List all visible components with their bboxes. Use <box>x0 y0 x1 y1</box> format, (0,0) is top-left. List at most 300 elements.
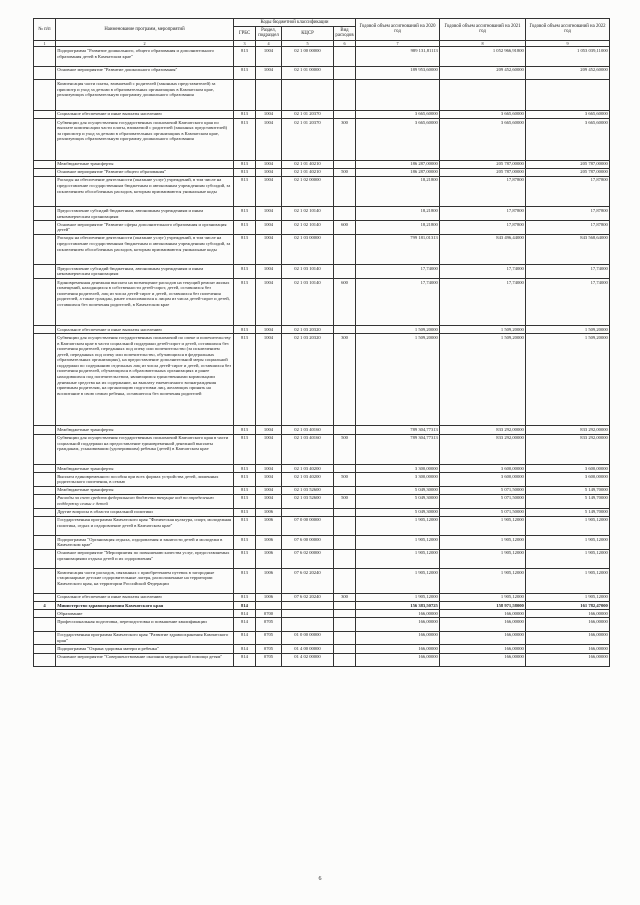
index-cell: 9 <box>526 40 610 47</box>
table-row <box>34 234 610 265</box>
row-number <box>34 80 56 111</box>
table-row <box>34 631 610 645</box>
row-amount-2020: 3 300,00000 <box>356 473 440 487</box>
table-row <box>34 473 610 487</box>
row-number <box>34 631 56 645</box>
row-csr: 02 1 03 52600 <box>282 494 334 508</box>
row-number <box>34 508 56 516</box>
row-csr: 02 1 03 40200 <box>282 473 334 487</box>
row-grbs <box>234 80 256 111</box>
row-rz: 1004 <box>256 426 282 434</box>
row-amount-2020: 989 131,81113 <box>356 47 440 66</box>
row-amount-2020: 1 905,12000 <box>356 568 440 593</box>
row-grbs: 813 <box>234 326 256 334</box>
table-row <box>34 221 610 235</box>
row-vr: 600 <box>334 278 356 325</box>
row-number <box>34 207 56 221</box>
row-csr <box>282 610 334 618</box>
row-vr <box>334 516 356 535</box>
row-grbs: 814 <box>234 631 256 645</box>
page-number: 6 <box>318 876 322 882</box>
row-grbs: 813 <box>234 494 256 508</box>
header-year-2021: Годовой объем ассигнований на 2021 год <box>440 19 526 41</box>
header-codes-group: Коды бюджетной классификации <box>234 19 356 27</box>
row-grbs: 813 <box>234 66 256 80</box>
table-row <box>34 653 610 667</box>
row-number <box>34 516 56 535</box>
row-amount-2021: 17,74000 <box>440 265 526 279</box>
row-vr <box>334 160 356 168</box>
row-amount-2020: 18,21800 <box>356 221 440 235</box>
row-amount-2020: 3 665,60000 <box>356 110 440 118</box>
row-number <box>34 653 56 667</box>
row-name: Компенсация части платы, взимаемой с родителей (законных представителей) за присмотр и уход за детьми в образовательных организациях в Камчатском крае, реализующих образовательную программу дошкольного образования <box>56 80 234 111</box>
row-amount-2020: 166,00000 <box>356 653 440 667</box>
row-amount-2021: 1 905,12000 <box>440 593 526 601</box>
row-grbs: 814 <box>234 601 256 609</box>
row-grbs: 814 <box>234 653 256 667</box>
table-row <box>34 508 610 516</box>
row-number <box>34 118 56 160</box>
row-name: Выплата единовременного пособия при всех формах устройства детей, лишенных родительского попечения, в семью <box>56 473 234 487</box>
row-vr <box>334 66 356 80</box>
row-csr: 02 1 00 00000 <box>282 47 334 66</box>
row-number <box>34 473 56 487</box>
row-grbs: 813 <box>234 516 256 535</box>
row-grbs: 813 <box>234 549 256 568</box>
row-name: Расходы за счет средств федерального бюджета текущие код по определению поддержку семьи с детей <box>56 494 234 508</box>
index-cell: 8 <box>440 40 526 47</box>
row-grbs: 813 <box>234 47 256 66</box>
row-amount-2022: 161 782,47000 <box>526 601 610 609</box>
row-name: Министерство здравоохранения Камчатского края <box>56 601 234 609</box>
row-amount-2021: 1 905,12000 <box>440 568 526 593</box>
row-amount-2020: 18,21800 <box>356 207 440 221</box>
row-vr: 500 <box>334 494 356 508</box>
row-amount-2021: 1 509,20000 <box>440 334 526 426</box>
row-vr <box>334 207 356 221</box>
index-cell: 2 <box>56 40 234 47</box>
row-csr: 02 1 03 20320 <box>282 326 334 334</box>
row-csr: 02 1 03 40160 <box>282 426 334 434</box>
row-amount-2020: 1 509,20000 <box>356 334 440 426</box>
row-csr: 02 1 01 00000 <box>282 66 334 80</box>
row-number: 4 <box>34 601 56 609</box>
row-csr: 02 1 01 20370 <box>282 110 334 118</box>
row-grbs: 813 <box>234 207 256 221</box>
row-amount-2021: 209 452,60000 <box>440 66 526 80</box>
row-amount-2022: 5 149,70000 <box>526 486 610 494</box>
row-amount-2021: 1 905,12000 <box>440 516 526 535</box>
row-csr: 01 4 02 00000 <box>282 653 334 667</box>
row-rz: 1004 <box>256 66 282 80</box>
row-name: Другие вопросы в области социальной политики <box>56 508 234 516</box>
row-vr <box>334 326 356 334</box>
table-row <box>34 326 610 334</box>
row-name: Образование <box>56 610 234 618</box>
row-amount-2021: 5 071,50000 <box>440 486 526 494</box>
row-amount-2020: 17,74000 <box>356 265 440 279</box>
row-number <box>34 160 56 168</box>
row-amount-2022: 17,74000 <box>526 265 610 279</box>
row-csr: 02 1 01 40210 <box>282 168 334 176</box>
table-row <box>34 110 610 118</box>
row-vr <box>334 80 356 111</box>
row-grbs: 813 <box>234 278 256 325</box>
row-amount-2021 <box>440 80 526 111</box>
row-amount-2021: 843 496,44000 <box>440 234 526 265</box>
row-name: Социальное обеспечение и иные выплаты населению <box>56 593 234 601</box>
row-name: Основное мероприятие "Совершенствование оказания медицинской помощи детям" <box>56 653 234 667</box>
row-grbs: 814 <box>234 610 256 618</box>
row-rz: 1004 <box>256 234 282 265</box>
row-csr: 02 1 03 52600 <box>282 486 334 494</box>
row-csr: 02 1 03 00000 <box>282 234 334 265</box>
row-rz: 0705 <box>256 618 282 632</box>
row-amount-2021: 3 600,00000 <box>440 465 526 473</box>
index-cell: 7 <box>356 40 440 47</box>
row-amount-2021: 17,87800 <box>440 207 526 221</box>
row-amount-2022 <box>526 80 610 111</box>
row-number <box>34 426 56 434</box>
row-rz: 1006 <box>256 549 282 568</box>
row-rz: 1004 <box>256 334 282 426</box>
row-name: Расходы на обеспечение деятельности (оказание услуг) учреждений, в том числе на предоставление государственным бюджетным и автономным учреждениям субсидий, за исключением обособленных расходов, которым присваиваются уникальные коды <box>56 176 234 207</box>
row-csr: 07 6 00 00000 <box>282 535 334 549</box>
row-number <box>34 645 56 653</box>
row-rz: 0705 <box>256 653 282 667</box>
header-year-2020: Годовой объем ассигнований на 2020 год <box>356 19 440 41</box>
row-name: Межбюджетные трансферты <box>56 486 234 494</box>
row-rz <box>256 601 282 609</box>
row-rz: 1004 <box>256 278 282 325</box>
row-amount-2020: 789 304,77313 <box>356 434 440 465</box>
row-amount-2020: 1 509,20000 <box>356 326 440 334</box>
row-amount-2022: 3 600,00000 <box>526 473 610 487</box>
row-grbs: 813 <box>234 508 256 516</box>
row-amount-2022: 17,74000 <box>526 278 610 325</box>
row-number <box>34 465 56 473</box>
row-grbs: 813 <box>234 486 256 494</box>
row-rz: 1004 <box>256 326 282 334</box>
row-name: Государственная программа Камчатского края "Развитие здравоохранения Камчатского края" <box>56 631 234 645</box>
row-vr <box>334 645 356 653</box>
row-number <box>34 168 56 176</box>
row-csr: 02 1 03 20320 <box>282 334 334 426</box>
row-rz: 1006 <box>256 593 282 601</box>
row-number <box>34 434 56 465</box>
row-rz: 1004 <box>256 176 282 207</box>
row-rz <box>256 80 282 111</box>
row-amount-2020: 17,74000 <box>356 278 440 325</box>
row-amount-2022: 5 149,70000 <box>526 494 610 508</box>
row-amount-2020: 186 287,00000 <box>356 160 440 168</box>
row-csr: 02 1 01 20370 <box>282 118 334 160</box>
row-grbs: 813 <box>234 465 256 473</box>
row-amount-2022: 166,00000 <box>526 631 610 645</box>
row-amount-2022: 1 905,12000 <box>526 516 610 535</box>
row-vr <box>334 465 356 473</box>
row-number <box>34 535 56 549</box>
row-csr: 01 0 00 00000 <box>282 631 334 645</box>
row-vr <box>334 631 356 645</box>
row-grbs: 813 <box>234 110 256 118</box>
row-csr: 02 1 02 00000 <box>282 176 334 207</box>
row-number <box>34 66 56 80</box>
row-csr: 07 6 02 00000 <box>282 549 334 568</box>
row-name: Основное мероприятие "Развитие сферы дополнительного образования и организация детей" <box>56 221 234 235</box>
row-amount-2020: 1 905,12000 <box>356 593 440 601</box>
row-rz: 1004 <box>256 160 282 168</box>
table-row <box>34 568 610 593</box>
row-rz: 1004 <box>256 110 282 118</box>
index-cell: 5 <box>282 40 334 47</box>
row-amount-2020: 5 049,30000 <box>356 508 440 516</box>
index-cell: 1 <box>34 40 56 47</box>
row-vr <box>334 486 356 494</box>
row-number <box>34 568 56 593</box>
row-amount-2022: 166,00000 <box>526 610 610 618</box>
row-amount-2022: 1 509,20000 <box>526 326 610 334</box>
row-vr: 500 <box>334 434 356 465</box>
row-name: Основное мероприятие "Мероприятия по повышению качества услуг, предоставляемых организациями отдыха детей и их оздоровления" <box>56 549 234 568</box>
row-vr <box>334 549 356 568</box>
row-amount-2021: 5 071,50000 <box>440 494 526 508</box>
row-vr: 500 <box>334 168 356 176</box>
row-csr: 02 1 03 10140 <box>282 278 334 325</box>
table-row <box>34 168 610 176</box>
row-name: Подпрограмма "Организация отдыха, оздоровления и занятости детей и молодежи в Камчатском крае" <box>56 535 234 549</box>
row-rz: 1006 <box>256 535 282 549</box>
table-row <box>34 278 610 325</box>
table-row <box>34 486 610 494</box>
row-vr: 500 <box>334 473 356 487</box>
row-rz: 1004 <box>256 494 282 508</box>
row-amount-2021: 3 665,60000 <box>440 118 526 160</box>
row-amount-2022: 3 665,60000 <box>526 118 610 160</box>
row-grbs: 813 <box>234 265 256 279</box>
row-name: Подпрограмма "Развитие дошкольного, общего образования и дополнительного образования детей в Камчатском крае" <box>56 47 234 66</box>
row-vr <box>334 508 356 516</box>
row-rz: 1004 <box>256 465 282 473</box>
row-number <box>34 494 56 508</box>
table-row <box>34 265 610 279</box>
row-amount-2020: 799 181,01313 <box>356 234 440 265</box>
row-amount-2022: 1 905,12000 <box>526 549 610 568</box>
row-name: Субвенции для осуществления государственных полномочий Камчатского края по выплате компенсации части платы, взимаемой с родителей (законных представителей) за присмотр и уход за детьми в образовательных организациях в Камчатском крае, реализующих образовательную программу дошкольного образования <box>56 118 234 160</box>
row-rz: 0705 <box>256 631 282 645</box>
row-vr <box>334 426 356 434</box>
row-amount-2021: 1 905,12000 <box>440 535 526 549</box>
row-amount-2021: 5 071,50000 <box>440 508 526 516</box>
row-name: Компенсация части расходов, связанных с приобретением путевок в загородные стационарные детские оздоровительные лагеря, расположенные на территории Камчатского края, на территории Российской Федерации <box>56 568 234 593</box>
row-amount-2021: 3 665,60000 <box>440 110 526 118</box>
row-amount-2021: 158 971,58000 <box>440 601 526 609</box>
row-vr <box>334 618 356 632</box>
row-grbs: 813 <box>234 160 256 168</box>
row-number <box>34 47 56 66</box>
row-vr <box>334 110 356 118</box>
row-name: Межбюджетные трансферты <box>56 426 234 434</box>
row-rz: 1004 <box>256 168 282 176</box>
row-vr <box>334 610 356 618</box>
row-vr <box>334 234 356 265</box>
row-amount-2022: 1 053 039,11000 <box>526 47 610 66</box>
row-rz: 1004 <box>256 221 282 235</box>
row-amount-2021: 17,74000 <box>440 278 526 325</box>
table-row <box>34 80 610 111</box>
row-rz: 1004 <box>256 434 282 465</box>
row-name: Субвенции для осуществления государственных полномочий по опеке и попечительству в Камчатском крае в части социальной поддержки детей-сирот и детей, оставшихся без попечения родителей, переданных под опеку или попечительство (за исключением детей, переданных под опеку или попечительство, обучающихся в федеральных образовательных организациях), на предоставление дополнительной меры социальной поддержки по содержанию отдельных лиц из числа детей-сирот и детей, оставшихся без попечения родителей, обучающихся в образовательных организациях и ранее находившихся под попечительством, являющимся единственными кормильцами денежные средства на их содержание, на выплату ежемесячного вознаграждения приемным родителям, на организацию подготовки лиц, желающих принять на воспитание в свою семью ребенка, оставшегося без попечения родителей <box>56 334 234 426</box>
row-name: Предоставление субсидий бюджетным, автономным учреждениям и иным некоммерческим организациям <box>56 265 234 279</box>
row-vr <box>334 47 356 66</box>
row-csr: 07 0 00 00000 <box>282 516 334 535</box>
row-csr: 01 4 00 00000 <box>282 645 334 653</box>
table-row <box>34 118 610 160</box>
row-number <box>34 334 56 426</box>
row-number <box>34 278 56 325</box>
table-row <box>34 516 610 535</box>
row-number <box>34 326 56 334</box>
table-body <box>34 47 610 667</box>
row-number <box>34 234 56 265</box>
row-name: Единовременная денежная выплата на возмещение расходов на текущий ремонт жилых помещений, находящихся в собственности детей-сирот, детей, оставшихся без попечения родителей, лиц из числа детей-сирот и детей, оставшихся без попечения родителей, а также граждан, ранее относившихся к лицам из числа детей-сирот и детей, оставшихся без попечения родителей, в Камчатском крае <box>56 278 234 325</box>
table-row <box>34 207 610 221</box>
row-amount-2021: 1 509,20000 <box>440 326 526 334</box>
row-csr <box>282 508 334 516</box>
row-rz: 0700 <box>256 610 282 618</box>
row-name: Межбюджетные трансферты <box>56 160 234 168</box>
table-row <box>34 434 610 465</box>
row-amount-2022: 166,00000 <box>526 653 610 667</box>
row-csr: 02 1 03 40200 <box>282 465 334 473</box>
table-row <box>34 334 610 426</box>
row-number <box>34 110 56 118</box>
row-name: Субвенции для осуществления государственных полномочий Камчатского края в части социальной поддержки на предоставление единовременной денежной выплаты гражданам, усыновившим (удочерившим) ребенка (детей) в Камчатском крае <box>56 434 234 465</box>
table-row <box>34 465 610 473</box>
row-amount-2020: 1 905,12000 <box>356 535 440 549</box>
budget-table <box>33 18 610 667</box>
row-csr: 07 6 02 20240 <box>282 593 334 601</box>
row-name: Социальное обеспечение и иные выплаты населению <box>56 110 234 118</box>
row-vr <box>334 601 356 609</box>
row-amount-2020: 5 049,30000 <box>356 494 440 508</box>
row-amount-2021: 166,00000 <box>440 618 526 632</box>
row-grbs: 813 <box>234 568 256 593</box>
row-csr <box>282 80 334 111</box>
row-grbs: 813 <box>234 118 256 160</box>
row-amount-2022: 5 149,70000 <box>526 508 610 516</box>
table-row <box>34 47 610 66</box>
row-grbs: 813 <box>234 434 256 465</box>
row-grbs: 814 <box>234 618 256 632</box>
row-name: Основное мероприятие "Развитие общего образования" <box>56 168 234 176</box>
row-name: Подпрограмма "Охрана здоровья матери и ребенка" <box>56 645 234 653</box>
row-amount-2022: 205 787,00000 <box>526 168 610 176</box>
row-grbs: 813 <box>234 334 256 426</box>
row-rz: 1004 <box>256 265 282 279</box>
row-csr: 02 1 02 10140 <box>282 221 334 235</box>
row-amount-2020: 166,00000 <box>356 631 440 645</box>
header-year-2022: Годовой объем ассигнований на 2022 год <box>526 19 610 41</box>
row-amount-2020: 1 905,12000 <box>356 549 440 568</box>
row-csr <box>282 618 334 632</box>
table-row <box>34 610 610 618</box>
row-amount-2020: 18,21800 <box>356 176 440 207</box>
row-amount-2022: 209 452,60000 <box>526 66 610 80</box>
row-vr <box>334 568 356 593</box>
row-vr: 600 <box>334 221 356 235</box>
row-csr: 02 1 03 10140 <box>282 265 334 279</box>
row-name: Расходы на обеспечение деятельности (оказание услуг) учреждений, в том числе на предоставление государственным бюджетным и автономным учреждениям субсидий, за исключением обособленных расходов, которым присваиваются уникальные коды <box>56 234 234 265</box>
table-row <box>34 66 610 80</box>
row-amount-2020 <box>356 80 440 111</box>
row-grbs: 813 <box>234 426 256 434</box>
row-amount-2022: 205 787,00000 <box>526 160 610 168</box>
row-name: Государственная программа Камчатского края "Физическая культура, спорт, молодежная политика, отдых и оздоровление детей в Камчатском крае" <box>56 516 234 535</box>
row-grbs: 813 <box>234 473 256 487</box>
header-grbs: ГРБС <box>234 27 256 41</box>
row-vr: 300 <box>334 593 356 601</box>
row-rz: 1004 <box>256 486 282 494</box>
row-amount-2020: 5 049,30000 <box>356 486 440 494</box>
row-amount-2021: 833 292,00000 <box>440 434 526 465</box>
row-grbs: 813 <box>234 168 256 176</box>
row-amount-2020: 3 300,00000 <box>356 465 440 473</box>
row-amount-2022: 833 292,00000 <box>526 426 610 434</box>
index-cell: 6 <box>334 40 356 47</box>
row-vr <box>334 265 356 279</box>
row-amount-2021: 3 600,00000 <box>440 473 526 487</box>
row-rz: 1006 <box>256 568 282 593</box>
table-row <box>34 618 610 632</box>
row-grbs: 813 <box>234 593 256 601</box>
header-name: Наименование программ, мероприятий <box>56 19 234 41</box>
row-amount-2022: 843 568,64000 <box>526 234 610 265</box>
row-number <box>34 593 56 601</box>
row-number <box>34 549 56 568</box>
row-vr <box>334 653 356 667</box>
row-amount-2021: 166,00000 <box>440 610 526 618</box>
row-csr <box>282 601 334 609</box>
table-row <box>34 601 610 609</box>
row-amount-2021: 17,87800 <box>440 221 526 235</box>
row-csr: 02 1 01 40210 <box>282 160 334 168</box>
row-amount-2020: 156 383,50725 <box>356 601 440 609</box>
row-amount-2022: 1 905,12000 <box>526 568 610 593</box>
row-number <box>34 486 56 494</box>
row-rz: 1004 <box>256 473 282 487</box>
table-row <box>34 176 610 207</box>
row-amount-2022: 17,87800 <box>526 176 610 207</box>
row-amount-2022: 17,87800 <box>526 207 610 221</box>
row-csr: 02 1 03 40160 <box>282 434 334 465</box>
row-amount-2021: 166,00000 <box>440 645 526 653</box>
table-row <box>34 549 610 568</box>
row-csr: 07 6 02 20240 <box>282 568 334 593</box>
row-amount-2020: 166,00000 <box>356 618 440 632</box>
row-csr: 02 1 02 10140 <box>282 207 334 221</box>
row-name: Основное мероприятие "Развитие дошкольного образования" <box>56 66 234 80</box>
row-amount-2022: 3 665,60000 <box>526 110 610 118</box>
row-vr: 300 <box>334 118 356 160</box>
row-amount-2021: 17,87800 <box>440 176 526 207</box>
row-amount-2020: 1 905,12000 <box>356 516 440 535</box>
row-amount-2022: 166,00000 <box>526 645 610 653</box>
row-amount-2021: 1 052 966,91800 <box>440 47 526 66</box>
row-grbs: 813 <box>234 234 256 265</box>
row-amount-2022: 17,87800 <box>526 221 610 235</box>
